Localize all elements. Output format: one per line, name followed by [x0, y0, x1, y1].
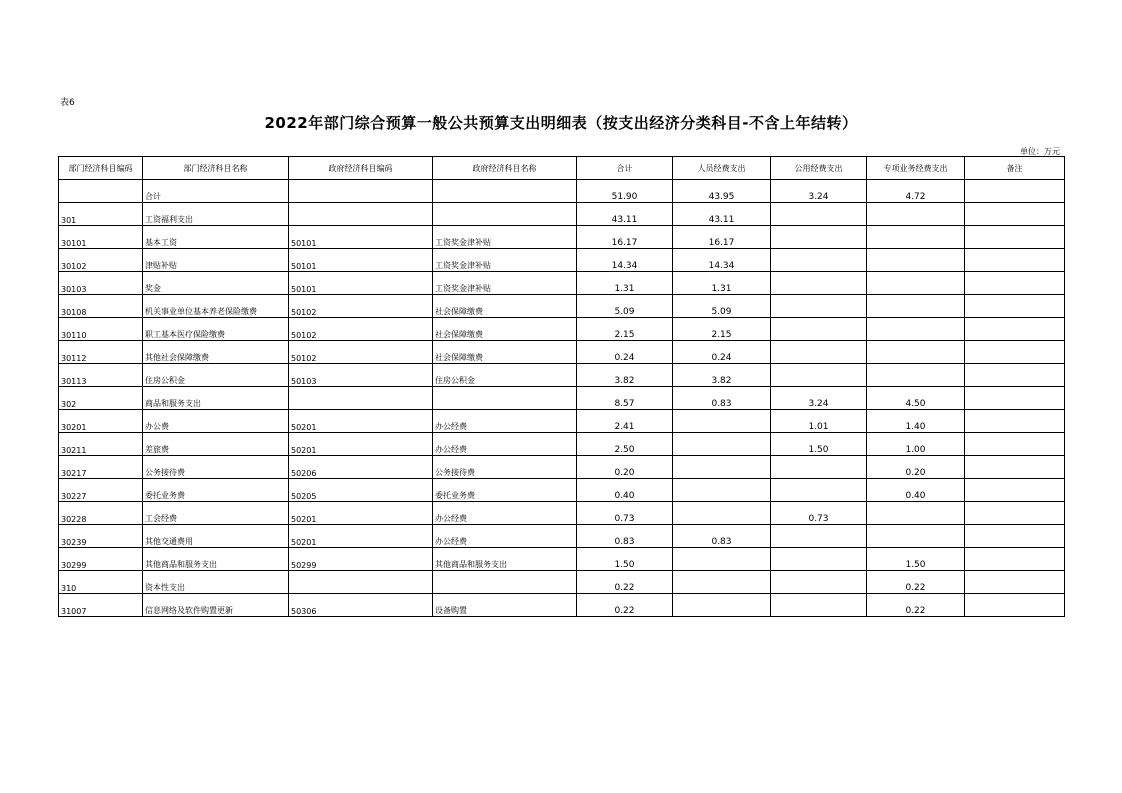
cell-note	[965, 295, 1065, 318]
cell-public: 1.01	[771, 410, 867, 433]
cell-special: 1.00	[867, 433, 965, 456]
cell-special	[867, 203, 965, 226]
cell-note	[965, 387, 1065, 410]
cell-public	[771, 456, 867, 479]
cell-dept-name: 职工基本医疗保险缴费	[143, 318, 289, 341]
cell-note	[965, 525, 1065, 548]
cell-gov-code: 50102	[289, 341, 433, 364]
cell-dept-code: 301	[59, 203, 143, 226]
cell-dept-name: 差旅费	[143, 433, 289, 456]
cell-gov-name	[433, 387, 577, 410]
cell-gov-name: 工资奖金津补贴	[433, 249, 577, 272]
cell-personnel	[673, 594, 771, 617]
cell-total: 0.22	[577, 571, 673, 594]
cell-total: 2.15	[577, 318, 673, 341]
cell-public	[771, 249, 867, 272]
cell-special: 0.40	[867, 479, 965, 502]
cell-personnel: 3.82	[673, 364, 771, 387]
cell-public: 3.24	[771, 387, 867, 410]
cell-special	[867, 341, 965, 364]
cell-dept-code: 30112	[59, 341, 143, 364]
table-row	[59, 548, 1065, 571]
cell-special: 4.72	[867, 180, 965, 203]
cell-dept-code: 30101	[59, 226, 143, 249]
table-row	[59, 594, 1065, 617]
cell-personnel: 2.15	[673, 318, 771, 341]
table-row	[59, 502, 1065, 525]
cell-personnel	[673, 456, 771, 479]
cell-dept-code: 30227	[59, 479, 143, 502]
table-row	[59, 456, 1065, 479]
column-header: 合计	[577, 157, 673, 180]
cell-dept-code: 30102	[59, 249, 143, 272]
cell-gov-name: 工资奖金津补贴	[433, 226, 577, 249]
cell-total: 1.31	[577, 272, 673, 295]
cell-dept-name: 其他商品和服务支出	[143, 548, 289, 571]
cell-note	[965, 548, 1065, 571]
cell-total: 1.50	[577, 548, 673, 571]
column-header: 部门经济科目编码	[59, 157, 143, 180]
column-header: 专项业务经费支出	[867, 157, 965, 180]
cell-gov-code: 50102	[289, 295, 433, 318]
cell-personnel	[673, 502, 771, 525]
cell-dept-name: 商品和服务支出	[143, 387, 289, 410]
cell-gov-name: 设备购置	[433, 594, 577, 617]
cell-note	[965, 364, 1065, 387]
cell-gov-code	[289, 203, 433, 226]
cell-note	[965, 410, 1065, 433]
cell-gov-code: 50205	[289, 479, 433, 502]
cell-public	[771, 272, 867, 295]
cell-special	[867, 249, 965, 272]
cell-public: 1.50	[771, 433, 867, 456]
table-row	[59, 410, 1065, 433]
cell-dept-name: 工会经费	[143, 502, 289, 525]
cell-public: 0.73	[771, 502, 867, 525]
column-header: 政府经济科目编码	[289, 157, 433, 180]
table-row	[59, 364, 1065, 387]
cell-dept-name: 委托业务费	[143, 479, 289, 502]
cell-gov-name: 办公经费	[433, 410, 577, 433]
cell-personnel	[673, 571, 771, 594]
cell-gov-name: 办公经费	[433, 502, 577, 525]
cell-total: 2.41	[577, 410, 673, 433]
cell-gov-name: 办公经费	[433, 433, 577, 456]
cell-gov-code: 50101	[289, 249, 433, 272]
cell-dept-code: 30201	[59, 410, 143, 433]
cell-public	[771, 479, 867, 502]
cell-total: 0.20	[577, 456, 673, 479]
cell-special: 1.50	[867, 548, 965, 571]
cell-personnel: 43.11	[673, 203, 771, 226]
cell-note	[965, 594, 1065, 617]
cell-public	[771, 226, 867, 249]
cell-personnel	[673, 548, 771, 571]
cell-public: 3.24	[771, 180, 867, 203]
cell-gov-name: 社会保障缴费	[433, 318, 577, 341]
cell-special: 0.22	[867, 571, 965, 594]
cell-note	[965, 249, 1065, 272]
cell-personnel: 0.83	[673, 387, 771, 410]
cell-dept-code: 30211	[59, 433, 143, 456]
column-header: 公用经费支出	[771, 157, 867, 180]
cell-dept-name: 住房公积金	[143, 364, 289, 387]
cell-gov-name	[433, 180, 577, 203]
cell-personnel	[673, 410, 771, 433]
cell-dept-code	[59, 180, 143, 203]
cell-public	[771, 295, 867, 318]
cell-note	[965, 502, 1065, 525]
cell-gov-code: 50201	[289, 410, 433, 433]
cell-gov-code: 50206	[289, 456, 433, 479]
cell-dept-code: 310	[59, 571, 143, 594]
cell-gov-code: 50101	[289, 272, 433, 295]
cell-special	[867, 295, 965, 318]
table-body	[59, 180, 1065, 617]
cell-personnel: 16.17	[673, 226, 771, 249]
cell-gov-code: 50306	[289, 594, 433, 617]
cell-total: 0.83	[577, 525, 673, 548]
cell-note	[965, 180, 1065, 203]
cell-special: 1.40	[867, 410, 965, 433]
table-row	[59, 226, 1065, 249]
cell-dept-name: 公务接待费	[143, 456, 289, 479]
cell-dept-name: 工资福利支出	[143, 203, 289, 226]
cell-personnel: 43.95	[673, 180, 771, 203]
cell-gov-name: 社会保障缴费	[433, 341, 577, 364]
table-label: 表6	[60, 98, 75, 108]
table-row	[59, 525, 1065, 548]
cell-dept-name: 基本工资	[143, 226, 289, 249]
cell-gov-code	[289, 387, 433, 410]
cell-note	[965, 203, 1065, 226]
cell-total: 3.82	[577, 364, 673, 387]
cell-total: 2.50	[577, 433, 673, 456]
cell-note	[965, 479, 1065, 502]
cell-total: 5.09	[577, 295, 673, 318]
cell-special	[867, 364, 965, 387]
cell-dept-code: 30110	[59, 318, 143, 341]
cell-gov-name: 公务接待费	[433, 456, 577, 479]
column-header: 人员经费支出	[673, 157, 771, 180]
cell-total: 0.24	[577, 341, 673, 364]
cell-dept-name: 机关事业单位基本养老保险缴费	[143, 295, 289, 318]
cell-public	[771, 364, 867, 387]
cell-dept-name: 资本性支出	[143, 571, 289, 594]
cell-dept-code: 30217	[59, 456, 143, 479]
cell-personnel: 0.24	[673, 341, 771, 364]
cell-dept-code: 30113	[59, 364, 143, 387]
cell-note	[965, 272, 1065, 295]
cell-public	[771, 571, 867, 594]
cell-gov-code: 50201	[289, 525, 433, 548]
cell-gov-code: 50201	[289, 433, 433, 456]
cell-personnel: 1.31	[673, 272, 771, 295]
cell-gov-code: 50201	[289, 502, 433, 525]
cell-total: 0.22	[577, 594, 673, 617]
cell-public	[771, 318, 867, 341]
cell-gov-name	[433, 203, 577, 226]
cell-dept-name: 合计	[143, 180, 289, 203]
cell-public	[771, 341, 867, 364]
cell-gov-name: 其他商品和服务支出	[433, 548, 577, 571]
table-row	[59, 387, 1065, 410]
cell-public	[771, 203, 867, 226]
cell-total: 8.57	[577, 387, 673, 410]
cell-gov-name: 住房公积金	[433, 364, 577, 387]
cell-special: 4.50	[867, 387, 965, 410]
cell-personnel	[673, 479, 771, 502]
cell-gov-name: 工资奖金津补贴	[433, 272, 577, 295]
cell-dept-code: 31007	[59, 594, 143, 617]
cell-dept-code: 302	[59, 387, 143, 410]
page-title: 2022年部门综合预算一般公共预算支出明细表（按支出经济分类科目-不含上年结转）	[264, 114, 858, 132]
table-row	[59, 249, 1065, 272]
cell-special	[867, 318, 965, 341]
cell-dept-name: 其他社会保障缴费	[143, 341, 289, 364]
cell-note	[965, 226, 1065, 249]
cell-gov-code: 50103	[289, 364, 433, 387]
cell-total: 0.40	[577, 479, 673, 502]
cell-dept-code: 30108	[59, 295, 143, 318]
cell-gov-name: 委托业务费	[433, 479, 577, 502]
cell-public	[771, 594, 867, 617]
table-row	[59, 433, 1065, 456]
table-row	[59, 341, 1065, 364]
cell-personnel: 5.09	[673, 295, 771, 318]
cell-total: 43.11	[577, 203, 673, 226]
cell-total: 0.73	[577, 502, 673, 525]
table-row	[59, 180, 1065, 203]
cell-dept-name: 其他交通费用	[143, 525, 289, 548]
cell-note	[965, 318, 1065, 341]
cell-note	[965, 341, 1065, 364]
cell-special: 0.22	[867, 594, 965, 617]
cell-gov-name: 办公经费	[433, 525, 577, 548]
unit-label: 单位：万元	[1020, 147, 1060, 156]
cell-gov-code: 50299	[289, 548, 433, 571]
table-row	[59, 479, 1065, 502]
cell-gov-code: 50101	[289, 226, 433, 249]
cell-gov-code	[289, 180, 433, 203]
cell-dept-code: 30239	[59, 525, 143, 548]
cell-dept-code: 30103	[59, 272, 143, 295]
table-row	[59, 295, 1065, 318]
cell-total: 16.17	[577, 226, 673, 249]
cell-note	[965, 571, 1065, 594]
cell-special	[867, 502, 965, 525]
table-row	[59, 203, 1065, 226]
table-header-row	[59, 157, 1065, 180]
cell-gov-code: 50102	[289, 318, 433, 341]
cell-dept-name: 津贴补贴	[143, 249, 289, 272]
column-header: 政府经济科目名称	[433, 157, 577, 180]
cell-personnel: 0.83	[673, 525, 771, 548]
cell-public	[771, 525, 867, 548]
cell-public	[771, 548, 867, 571]
cell-dept-code: 30299	[59, 548, 143, 571]
cell-gov-name: 社会保障缴费	[433, 295, 577, 318]
cell-note	[965, 433, 1065, 456]
table-row	[59, 571, 1065, 594]
cell-dept-name: 办公费	[143, 410, 289, 433]
table-row	[59, 318, 1065, 341]
cell-special	[867, 226, 965, 249]
cell-gov-name	[433, 571, 577, 594]
cell-special	[867, 525, 965, 548]
cell-special	[867, 272, 965, 295]
cell-special: 0.20	[867, 456, 965, 479]
cell-dept-name: 奖金	[143, 272, 289, 295]
cell-note	[965, 456, 1065, 479]
cell-dept-code: 30228	[59, 502, 143, 525]
cell-total: 51.90	[577, 180, 673, 203]
column-header: 部门经济科目名称	[143, 157, 289, 180]
cell-dept-name: 信息网络及软件购置更新	[143, 594, 289, 617]
budget-table	[58, 156, 1065, 617]
cell-personnel: 14.34	[673, 249, 771, 272]
cell-gov-code	[289, 571, 433, 594]
column-header: 备注	[965, 157, 1065, 180]
table-row	[59, 272, 1065, 295]
cell-total: 14.34	[577, 249, 673, 272]
cell-personnel	[673, 433, 771, 456]
